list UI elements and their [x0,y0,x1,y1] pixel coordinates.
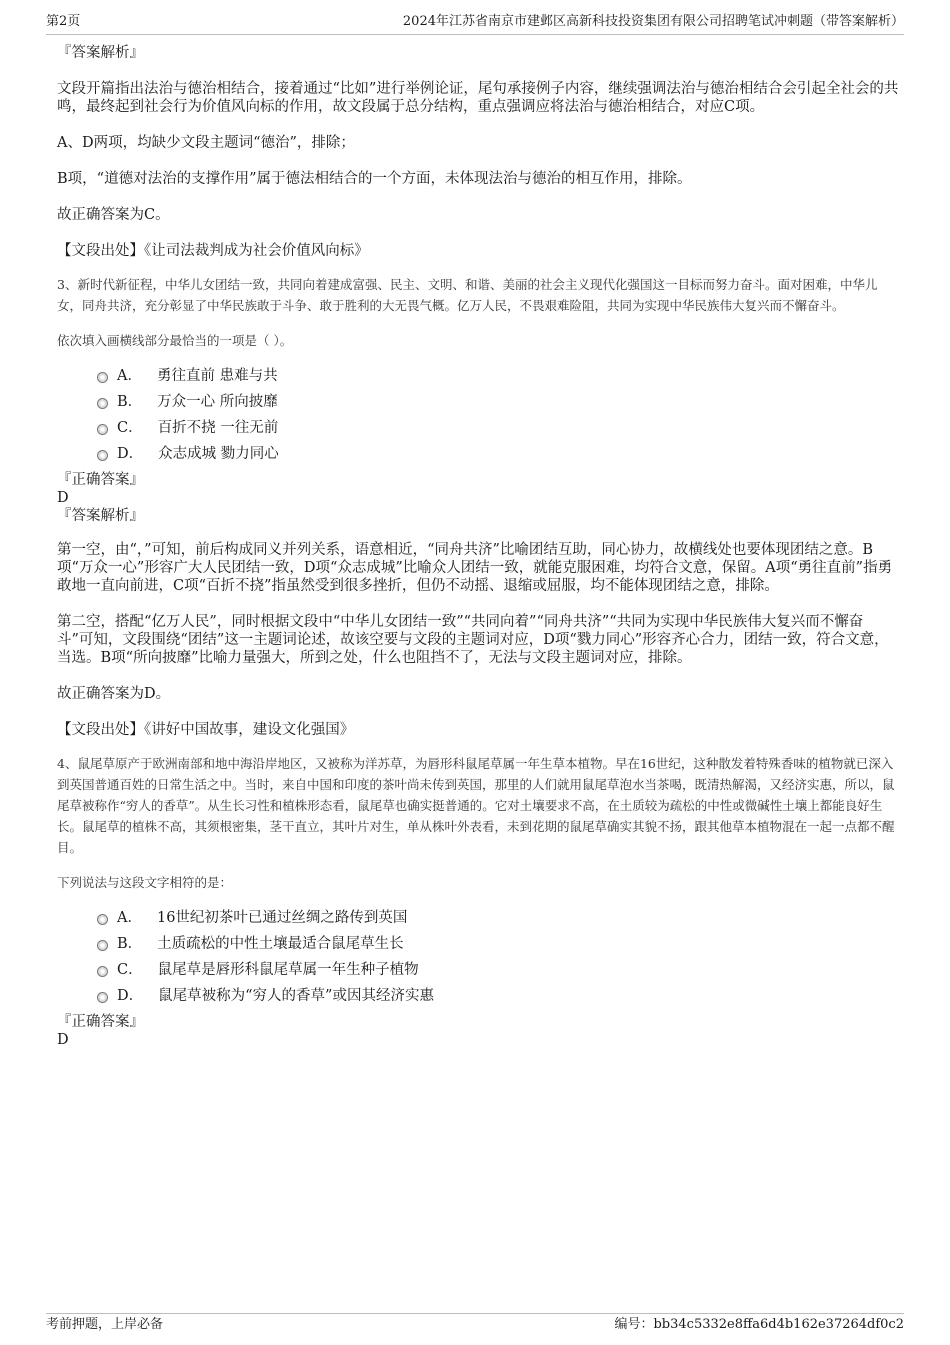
radio-icon[interactable] [97,398,108,409]
q3-options [97,361,899,465]
q3-option-a[interactable]: A． 勇往直前 患难与共 [97,361,899,387]
radio-icon[interactable] [97,424,108,435]
page-header [46,14,904,35]
q3-analysis-para2: 第二空，搭配“亿万人民”，同时根据文段中“中华儿女团结一致”“共同向着”“同舟共济”“共同为实现中华民族伟大复兴而不懈奋斗”可知，文段围绕“团结”这一主题词论述，故该空要与文段的主题词对应，D项“戮力同心”形容齐心合力，团结一致，符合文意，当选。B项“所向披靡”比喻力量强大，所到之处，什么也阻挡不了，无法与文段主题词对应，排除。 [57,614,889,666]
q4-stem: 4、鼠尾草原产于欧洲南部和地中海沿岸地区，又被称为洋苏草，为唇形科鼠尾草属一年生草本植物。早在16世纪，这种散发着特殊香味的植物就已深入到英国普通百姓的日常生活之中。当时，来自中国和印度的茶叶尚未传到英国，那里的人们就用鼠尾草泡水当茶喝，既清热解渴，又经济实惠，所以，鼠尾草被称作“穷人的香草”。从生长习性和植株形态看，鼠尾草也确实挺普通的。它对土壤要求不高，在土质较为疏松的中性或微碱性土壤上都能良好生长。鼠尾草的植株不高，其须根密集，茎干直立，其叶片对生，单从株叶外表看，未到花期的鼠尾草确实其貌不扬，跟其他草本植物混在一起一点都不醒目。 [57,756,895,855]
q3-prompt: 依次填入画横线部分最恰当的一项是（ ）。 [57,333,293,348]
q4-answer-label: 『正确答案』 [57,1014,144,1030]
radio-icon[interactable] [97,940,108,951]
q2-source: 【文段出处】《让司法裁判成为社会价值风向标》 [57,243,369,259]
q3-source: 【文段出处】《讲好中国故事，建设文化强国》 [57,722,355,738]
page-footer [46,1313,904,1332]
document-title: 2024年江苏省南京市建邺区高新科技投资集团有限公司招聘笔试冲刺题（带答案解析） [402,14,904,29]
page-content [57,44,899,1049]
radio-icon[interactable] [97,914,108,925]
radio-icon[interactable] [97,372,108,383]
q4-option-a[interactable]: A． 16世纪初茶叶已通过丝绸之路传到英国 [97,903,899,929]
q4-option-d[interactable]: D． 鼠尾草被称为“穷人的香草”或因其经济实惠 [97,981,899,1007]
q2-analysis-label: 『答案解析』 [57,45,144,61]
q3-answer-label: 『正确答案』 [57,472,144,488]
q3-conclusion: 故正确答案为D。 [57,686,171,702]
q2-conclusion: 故正确答案为C。 [57,207,170,223]
q3-option-b[interactable]: B． 万众一心 所向披靡 [97,387,899,413]
q3-option-c[interactable]: C． 百折不挠 一往无前 [97,413,899,439]
q2-analysis-para1: 文段开篇指出法治与德治相结合，接着通过“比如”进行举例论证，尾句承接例子内容，继续强调法治与德治相结合会引起全社会的共鸣，最终起到社会行为价值风向标的作用，故文段属于总分结构，重点强调应将法治与德治相结合，对应C项。 [57,81,899,115]
q3-stem: 3、新时代新征程，中华儿女团结一致，共同向着建成富强、民主、文明、和谐、美丽的社会主义现代化强国这一目标而努力奋斗。面对困难，中华儿女，同舟共济，充分彰显了中华民族敢于斗争、敢于胜利的大无畏气概。亿万人民，不畏艰难险阻，共同为实现中华民族伟大复兴而不懈奋斗。 [57,277,878,313]
footer-slogan: 考前押题，上岸必备 [46,1317,164,1332]
radio-icon[interactable] [97,450,108,461]
radio-icon[interactable] [97,966,108,977]
q4-answer: D [57,1032,69,1048]
radio-icon[interactable] [97,992,108,1003]
q4-prompt: 下列说法与这段文字相符的是： [57,875,233,890]
q3-analysis-label: 『答案解析』 [57,508,144,524]
page-number: 第2页 [46,14,81,29]
q2-analysis-para2: A、D两项，均缺少文段主题词“德治”，排除； [57,135,355,151]
q4-option-c[interactable]: C． 鼠尾草是唇形科鼠尾草属一年生种子植物 [97,955,899,981]
q3-analysis-para1: 第一空，由“，”可知，前后构成同义并列关系，语意相近，“同舟共济”比喻团结互助，同心协力，故横线处也要体现团结之意。B项“万众一心”形容广大人民团结一致，D项“众志成城”比喻众人团结一致，就能克服困难，均符合文意，保留。A项“勇往直前”指勇敢地一直向前进，C项“百折不挠”指虽然受到很多挫折，但仍不动摇、退缩或屈服，均不能体现团结之意，排除。 [57,542,893,594]
q3-option-d[interactable]: D． 众志成城 勠力同心 [97,439,899,465]
q3-answer: D [57,490,69,506]
q4-option-b[interactable]: B． 土质疏松的中性土壤最适合鼠尾草生长 [97,929,899,955]
q2-analysis-para3: B项，“道德对法治的支撑作用”属于德法相结合的一个方面，未体现法治与德治的相互作用，排除。 [57,171,692,187]
q4-options [97,903,899,1007]
document-id: 编号：bb34c5332e8ffa6d4b162e37264df0c2 [614,1317,904,1332]
